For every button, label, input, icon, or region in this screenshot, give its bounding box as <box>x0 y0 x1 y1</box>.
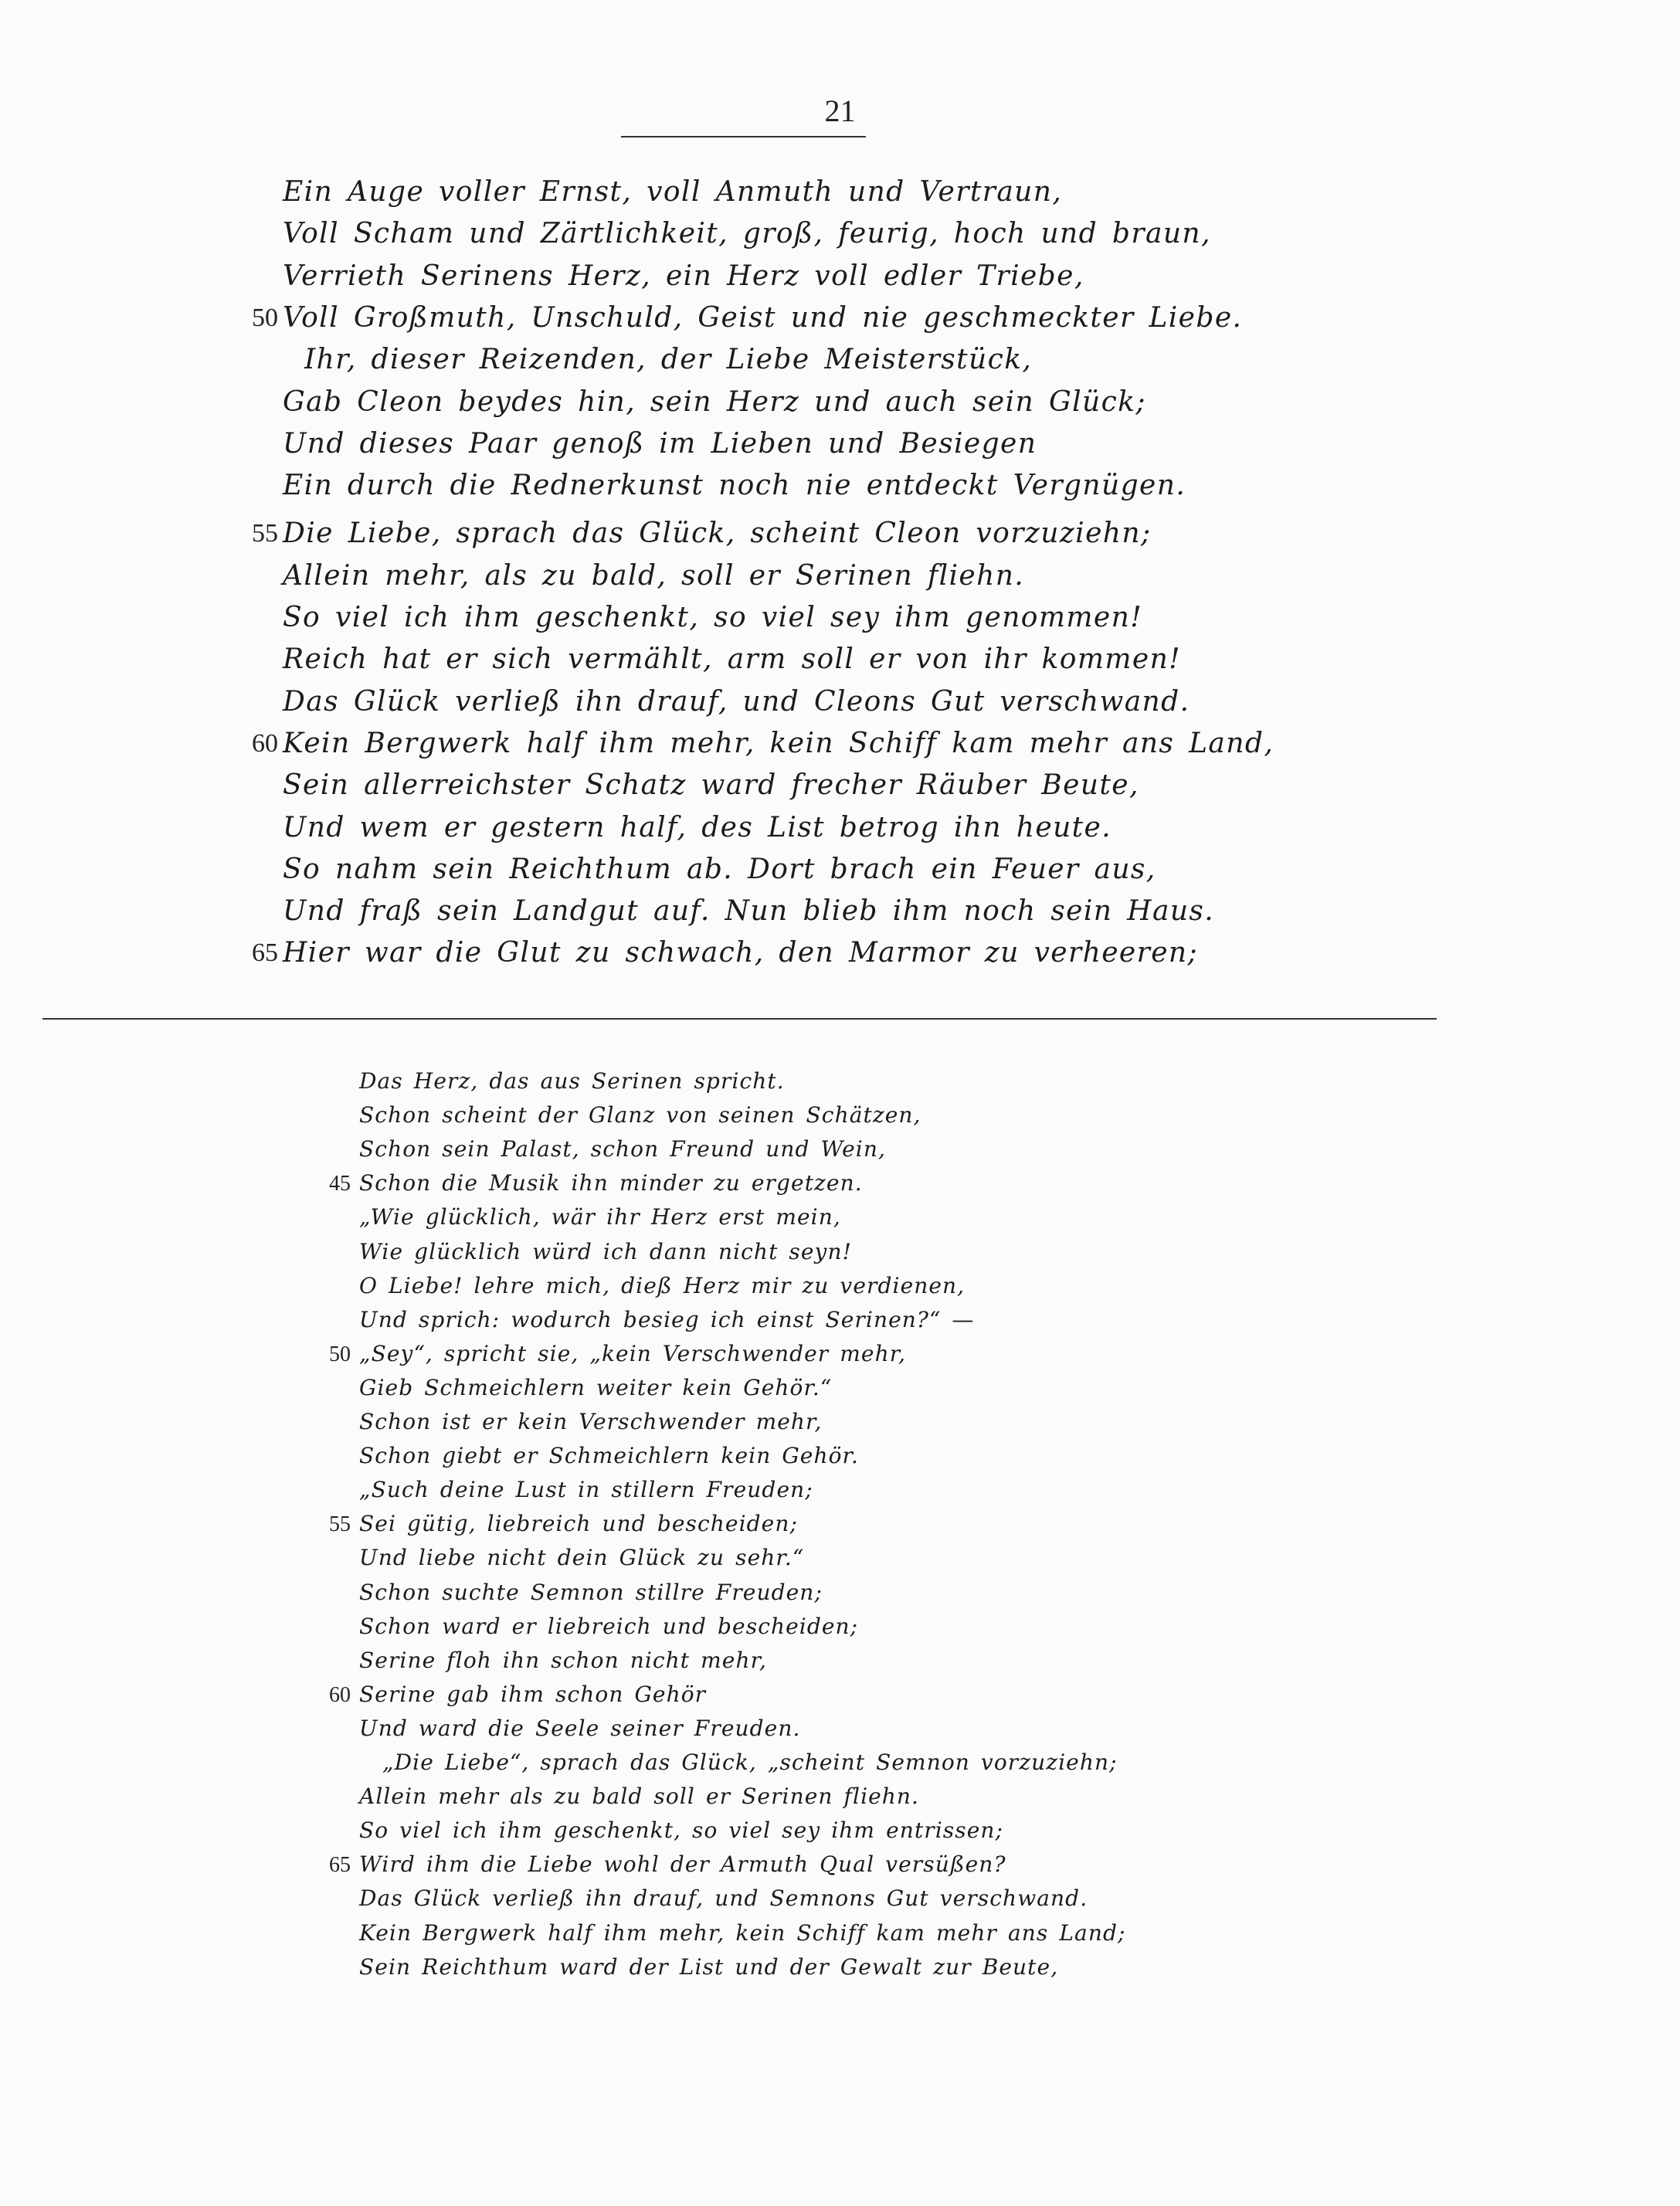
line-number: 65 <box>329 1853 351 1878</box>
verse-line: Ein durch die Rednerkunst noch nie entdeckt Vergnügen. <box>283 470 1186 502</box>
verse-line: Und dieses Paar genoß im Lieben und Besiegen <box>283 427 1037 460</box>
verse-line: Und liebe nicht dein Glück zu sehr.“ <box>359 1545 805 1571</box>
verse-line: Schon sein Palast, schon Freund und Wein, <box>359 1136 886 1162</box>
verse-line: Gieb Schmeichlern weiter kein Gehör.“ <box>359 1374 833 1400</box>
verse-line: Ein Auge voller Ernst, voll Anmuth und Vertraun, <box>283 176 1063 208</box>
page-number: 21 <box>824 93 856 128</box>
header-rule <box>621 136 866 137</box>
verse-line: Hier war die Glut zu schwach, den Marmor zu verheeren; <box>283 937 1199 969</box>
verse-line: Das Glück verließ ihn drauf, und Semnons Gut verschwand. <box>359 1885 1088 1912</box>
verse-line: Die Liebe, sprach das Glück, scheint Cleon vorzuziehn; <box>283 518 1152 550</box>
verse-line: Wird ihm die Liebe wohl der Armuth Qual versüßen? <box>359 1851 1006 1878</box>
verse-line: Voll Scham und Zärtlichkeit, groß, feurig, hoch und braun, <box>283 218 1211 250</box>
verse-line: Und fraß sein Landgut auf. Nun blieb ihm noch sein Haus. <box>283 895 1215 928</box>
line-number: 55 <box>252 519 278 548</box>
section-divider-rule <box>42 1018 1437 1020</box>
verse-line: Und sprich: wodurch besieg ich einst Serinen?“ — <box>359 1306 975 1332</box>
verse-line: Sein allerreichster Schatz ward frecher Räuber Beute, <box>283 769 1139 802</box>
line-number: 45 <box>329 1172 351 1196</box>
verse-line: „Such deine Lust in stillern Freuden; <box>359 1477 813 1503</box>
verse-line: Kein Bergwerk half ihm mehr, kein Schiff kam mehr ans Land, <box>283 727 1274 759</box>
verse-line: Gab Cleon beydes hin, sein Herz und auch sein Glück; <box>283 385 1146 418</box>
verse-line: Schon ist er kein Verschwender mehr, <box>359 1409 823 1434</box>
verse-line: So viel ich ihm geschenkt, so viel sey ihm genommen! <box>283 602 1143 633</box>
verse-line: Schon suchte Semnon stillre Freuden; <box>359 1579 823 1605</box>
verse-line: Wie glücklich würd ich dann nicht seyn! <box>359 1238 852 1264</box>
verse-line: Serine floh ihn schon nicht mehr, <box>359 1647 768 1673</box>
line-number: 65 <box>252 938 278 968</box>
verse-line: „Die Liebe“, sprach das Glück, „scheint Semnon vorzuziehn; <box>382 1750 1118 1775</box>
verse-line: Sei gütig, liebreich und bescheiden; <box>359 1511 798 1537</box>
verse-line: Schon scheint der Glanz von seinen Schätzen, <box>359 1102 921 1128</box>
verse-line: Allein mehr als zu bald soll er Serinen fliehn. <box>359 1783 920 1810</box>
verse-line: Ihr, dieser Reizenden, der Liebe Meisterstück, <box>304 344 1033 376</box>
verse-line: Schon ward er liebreich und bescheiden; <box>359 1613 859 1639</box>
verse-line: Serine gab ihm schon Gehör <box>359 1681 707 1707</box>
verse-line: Allein mehr, als zu bald, soll er Serinen fliehn. <box>283 559 1025 592</box>
line-number: 50 <box>329 1342 351 1366</box>
line-number: 60 <box>252 728 278 758</box>
verse-line: So nahm sein Reichthum ab. Dort brach ein Feuer aus, <box>283 853 1156 885</box>
verse-line: „Sey“, spricht sie, „kein Verschwender mehr, <box>359 1340 907 1366</box>
line-number: 55 <box>329 1512 351 1537</box>
verse-line: Und ward die Seele seiner Freuden. <box>359 1715 801 1741</box>
verse-line: Schon die Musik ihn minder zu ergetzen. <box>359 1170 863 1196</box>
verse-line: Reich hat er sich vermählt, arm soll er von ihr kommen! <box>283 643 1182 676</box>
verse-line: O Liebe! lehre mich, dieß Herz mir zu verdienen, <box>359 1272 966 1298</box>
verse-line: Kein Bergwerk half ihm mehr, kein Schiff kam mehr ans Land; <box>359 1919 1126 1946</box>
verse-line: Das Herz, das aus Serinen spricht. <box>359 1068 785 1094</box>
verse-line: Voll Großmuth, Unschuld, Geist und nie geschmeckter Liebe. <box>283 301 1243 334</box>
verse-line: Und wem er gestern half, des List betrog ihn heute. <box>283 811 1112 843</box>
verse-line: Schon giebt er Schmeichlern kein Gehör. <box>359 1443 859 1469</box>
verse-line: Sein Reichthum ward der List und der Gewalt zur Beute, <box>359 1953 1059 1980</box>
verse-line: So viel ich ihm geschenkt, so viel sey ihm entrissen; <box>359 1817 1004 1844</box>
line-number: 50 <box>252 303 278 332</box>
verse-line: Verrieth Serinens Herz, ein Herz voll edler Triebe, <box>283 260 1084 292</box>
line-number: 60 <box>329 1682 351 1707</box>
verse-line: Das Glück verließ ihn drauf, und Cleons Gut verschwand. <box>283 685 1190 718</box>
verse-line: „Wie glücklich, wär ihr Herz erst mein, <box>359 1204 841 1230</box>
